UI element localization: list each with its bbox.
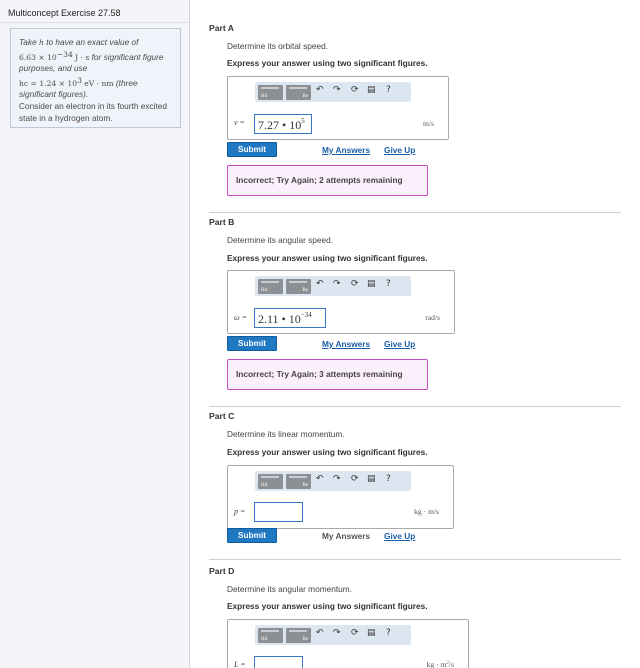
h-value: 6.63 × 10 (19, 52, 57, 62)
reset-icon[interactable]: ⟳ (351, 279, 359, 289)
help-icon[interactable]: ? (386, 628, 391, 638)
undo-icon[interactable]: ↶ (316, 85, 324, 95)
part-b-toolbar (255, 276, 411, 296)
templates-button[interactable]: Hd (258, 628, 283, 643)
info-text-2: to have an exact value of (43, 37, 139, 47)
main-content (191, 0, 640, 668)
part-d-answer-input[interactable] (254, 656, 303, 668)
part-b-unit: rad/s (425, 313, 440, 322)
info-text-3: for significant figure purposes, and use (19, 51, 164, 74)
problem-info-box (10, 28, 181, 128)
help-icon[interactable]: ? (386, 279, 391, 289)
exercise-title: Multiconcept Exercise 27.58 (8, 8, 121, 18)
sidebar (0, 0, 190, 668)
undo-icon[interactable]: ↶ (316, 628, 324, 638)
part-a-answer-box (227, 76, 449, 140)
templates-button[interactable]: Hd (258, 474, 283, 489)
hc-value: hc = 1.24 × 10 (19, 78, 78, 88)
hc-value-unit: eV · nm (84, 78, 114, 88)
undo-icon[interactable]: ↶ (316, 474, 324, 484)
part-b-submit-button[interactable]: Submit (227, 336, 277, 351)
part-b-feedback: Incorrect; Try Again; 3 attempts remaining (227, 359, 428, 390)
symbols-button[interactable]: Re (286, 628, 311, 643)
part-a-toolbar (255, 82, 411, 102)
templates-button[interactable]: Hd (258, 279, 283, 294)
templates-button[interactable]: Hd (258, 85, 283, 100)
keyboard-icon[interactable]: ▤ (367, 85, 376, 95)
part-a-give-up-link[interactable]: Give Up (384, 145, 416, 155)
help-icon[interactable]: ? (386, 474, 391, 484)
sidebar-divider (0, 22, 190, 23)
part-c-variable: p = (234, 507, 246, 516)
hc-value-exponent: 3 (77, 75, 82, 85)
part-b-title: Part B (209, 217, 235, 227)
part-a-my-answers-link[interactable]: My Answers (322, 145, 371, 155)
part-a-feedback: Incorrect; Try Again; 2 attempts remaining (227, 165, 428, 196)
redo-icon[interactable]: ↷ (333, 279, 341, 289)
part-d-answer-box (227, 619, 469, 668)
part-a-prompt: Determine its orbital speed. (227, 41, 328, 51)
info-text-1: Take (19, 37, 39, 47)
part-b-give-up-link[interactable]: Give Up (384, 339, 416, 349)
part-c-instruction: Express your answer using two significant figures. (227, 447, 428, 457)
h-value-unit: J · s (75, 52, 90, 62)
part-c-submit-button[interactable]: Submit (227, 528, 277, 543)
info-text-4: (three significant figures). (19, 77, 138, 100)
part-b-prompt: Determine its angular speed. (227, 235, 334, 245)
part-b-answer-input[interactable]: 2.11 • $10^{-34}$ (254, 308, 326, 328)
reset-icon[interactable]: ⟳ (351, 474, 359, 484)
part-c-title: Part C (209, 411, 235, 421)
undo-icon[interactable]: ↶ (316, 279, 324, 289)
part-a-instruction: Express your answer using two significant figures. (227, 58, 428, 68)
part-c-answer-box (227, 465, 454, 529)
help-icon[interactable]: ? (386, 85, 391, 95)
keyboard-icon[interactable]: ▤ (367, 474, 376, 484)
part-divider (209, 406, 621, 407)
h-symbol: h (39, 38, 44, 47)
part-c-unit: kg · m/s (414, 507, 439, 516)
reset-icon[interactable]: ⟳ (351, 628, 359, 638)
part-b-instruction: Express your answer using two significant figures. (227, 253, 428, 263)
redo-icon[interactable]: ↷ (333, 85, 341, 95)
part-d-instruction: Express your answer using two significant figures. (227, 601, 428, 611)
part-c-my-answers-link[interactable]: My Answers (322, 531, 371, 541)
part-c-answer-input[interactable] (254, 502, 303, 522)
part-b-my-answers-link[interactable]: My Answers (322, 339, 371, 349)
part-d-title: Part D (209, 566, 235, 576)
part-a-unit: m/s (423, 119, 434, 128)
part-b-answer-box (227, 270, 455, 334)
symbols-button[interactable]: Re (286, 85, 311, 100)
part-a-title: Part A (209, 23, 234, 33)
h-value-exponent: −34 (56, 49, 73, 59)
symbols-button[interactable]: Re (286, 474, 311, 489)
reset-icon[interactable]: ⟳ (351, 85, 359, 95)
part-c-give-up-link[interactable]: Give Up (384, 531, 416, 541)
part-d-variable: L = (234, 660, 246, 668)
part-c-toolbar (255, 471, 411, 491)
keyboard-icon[interactable]: ▤ (367, 279, 376, 289)
info-text-5: Consider an electron in its fourth excited state in a hydrogen atom. (19, 100, 168, 123)
part-a-variable: v = (234, 118, 245, 127)
part-a-submit-button[interactable]: Submit (227, 142, 277, 157)
part-divider (209, 559, 621, 560)
redo-icon[interactable]: ↷ (333, 474, 341, 484)
redo-icon[interactable]: ↷ (333, 628, 341, 638)
symbols-button[interactable]: Re (286, 279, 311, 294)
part-c-prompt: Determine its linear momentum. (227, 429, 345, 439)
part-divider (209, 212, 621, 213)
part-d-unit: kg · $m^2/s$ (426, 660, 454, 668)
part-a-answer-input[interactable]: 7.27 • $10^5$ (254, 114, 312, 134)
part-d-toolbar (255, 625, 411, 645)
part-d-prompt: Determine its angular momentum. (227, 584, 352, 594)
part-b-variable: ω = (234, 313, 248, 322)
keyboard-icon[interactable]: ▤ (367, 628, 376, 638)
